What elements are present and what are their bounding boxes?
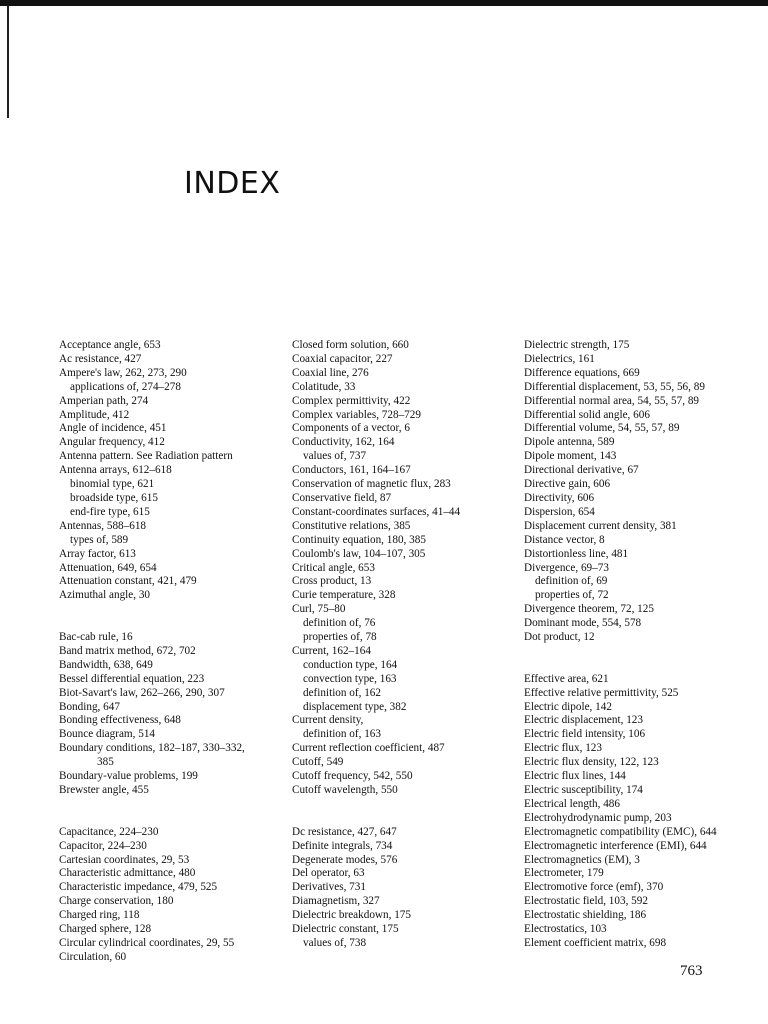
index-column-3 xyxy=(524,339,764,951)
index-entry: Complex permittivity, 422 xyxy=(292,394,411,407)
index-subentry: values of, 737 xyxy=(303,450,367,463)
index-entry: Cross product, 13 xyxy=(292,575,372,588)
index-entry: Electromagnetic interference (EMI), 644 xyxy=(524,839,707,852)
index-entry: Dispersion, 654 xyxy=(524,505,595,518)
index-entry: Angle of incidence, 451 xyxy=(59,422,167,435)
index-entry: Electromotive force (emf), 370 xyxy=(524,881,664,894)
index-entry: Current density, xyxy=(292,714,364,727)
index-entry: Dielectric constant, 175 xyxy=(292,923,399,936)
index-entry: Differential volume, 54, 55, 57, 89 xyxy=(524,422,680,435)
index-entry: Circular cylindrical coordinates, 29, 55 xyxy=(59,936,235,949)
index-entry: Dominant mode, 554, 578 xyxy=(524,617,642,630)
index-entry: Critical angle, 653 xyxy=(292,561,375,574)
index-entry: Boundary-value problems, 199 xyxy=(59,770,198,783)
index-entry: Capacitor, 224–230 xyxy=(59,839,147,852)
index-entry: Differential displacement, 53, 55, 56, 89 xyxy=(524,380,705,393)
index-entry: Bonding effectiveness, 648 xyxy=(59,714,181,727)
index-entry: Electric dipole, 142 xyxy=(524,700,612,713)
index-entry: Electrical length, 486 xyxy=(524,797,620,810)
page-number: 763 xyxy=(680,963,703,979)
index-entry: Displacement current density, 381 xyxy=(524,519,677,532)
index-entry: Electrohydrodynamic pump, 203 xyxy=(524,811,672,824)
index-entry: Ampere's law, 262, 273, 290 xyxy=(59,366,187,379)
index-entry: Directivity, 606 xyxy=(524,491,595,504)
index-entry: Antenna pattern. See Radiation pattern xyxy=(59,450,233,463)
index-entry: Divergence theorem, 72, 125 xyxy=(524,603,654,616)
index-column-1 xyxy=(59,339,284,965)
index-entry: Colatitude, 33 xyxy=(292,380,356,393)
index-entry: Electric flux lines, 144 xyxy=(524,770,626,783)
index-entry: Attenuation constant, 421, 479 xyxy=(59,575,197,588)
index-entry: Dielectric breakdown, 175 xyxy=(292,909,411,922)
index-entry: Electric susceptibility, 174 xyxy=(524,783,643,796)
index-subentry: 385 xyxy=(97,756,114,769)
index-entry: Charged sphere, 128 xyxy=(59,923,152,936)
index-entry: Dc resistance, 427, 647 xyxy=(292,825,397,838)
index-entry: Electric displacement, 123 xyxy=(524,714,643,727)
section-gap xyxy=(524,645,764,673)
index-entry: Angular frequency, 412 xyxy=(59,436,165,449)
index-entry: Electrostatic shielding, 186 xyxy=(524,909,647,922)
index-entry: Effective relative permittivity, 525 xyxy=(524,686,679,699)
section-gap xyxy=(292,798,517,826)
index-subentry: definition of, 76 xyxy=(303,617,376,630)
index-entry: Bounce diagram, 514 xyxy=(59,728,156,741)
index-entry: Brewster angle, 455 xyxy=(59,783,149,796)
top-rule xyxy=(0,0,768,6)
index-entry: Electric flux, 123 xyxy=(524,742,602,755)
index-entry: Closed form solution, 660 xyxy=(292,339,409,351)
index-entry: Continuity equation, 180, 385 xyxy=(292,533,426,546)
index-subentry: values of, 738 xyxy=(303,936,367,949)
index-entry: Bessel differential equation, 223 xyxy=(59,672,205,685)
index-entry: Current, 162–164 xyxy=(292,644,371,657)
index-subentry: definition of, 162 xyxy=(303,686,381,699)
index-entry: Capacitance, 224–230 xyxy=(59,825,159,838)
index-entry: Curie temperature, 328 xyxy=(292,589,396,602)
index-entry: Boundary conditions, 182–187, 330–332, xyxy=(59,742,245,755)
section-gap xyxy=(59,603,284,631)
index-subentry: definition of, 163 xyxy=(303,728,381,741)
index-entry: Diamagnetism, 327 xyxy=(292,895,380,908)
index-entry: Electric field intensity, 106 xyxy=(524,728,646,741)
index-subentry: end-fire type, 615 xyxy=(70,505,150,518)
index-entry: Degenerate modes, 576 xyxy=(292,853,398,866)
index-entry: Dielectric strength, 175 xyxy=(524,339,630,351)
index-entry: Difference equations, 669 xyxy=(524,366,640,379)
index-entry: Derivatives, 731 xyxy=(292,881,366,894)
index-entry: Constant-coordinates surfaces, 41–44 xyxy=(292,505,461,518)
index-entry: Electric flux density, 122, 123 xyxy=(524,756,659,769)
index-subentry: displacement type, 382 xyxy=(303,700,407,713)
index-entry: Electrostatics, 103 xyxy=(524,923,607,936)
index-entry: Distance vector, 8 xyxy=(524,533,605,546)
index-entry: Del operator, 63 xyxy=(292,867,365,880)
index-entry: Cutoff frequency, 542, 550 xyxy=(292,770,413,783)
index-entry: Cartesian coordinates, 29, 53 xyxy=(59,853,190,866)
index-column-2 xyxy=(292,339,517,951)
index-entry: Divergence, 69–73 xyxy=(524,561,609,574)
index-entry: Antenna arrays, 612–618 xyxy=(59,464,172,477)
index-entry: Bac-cab rule, 16 xyxy=(59,631,133,644)
index-entry: Complex variables, 728–729 xyxy=(292,408,421,421)
index-entry: Electrostatic field, 103, 592 xyxy=(524,895,648,908)
index-entry: Biot-Savart's law, 262–266, 290, 307 xyxy=(59,686,225,699)
index-entry: Definite integrals, 734 xyxy=(292,839,393,852)
index-entry: Dot product, 12 xyxy=(524,631,595,644)
index-entry: Differential solid angle, 606 xyxy=(524,408,650,421)
index-entry: Bonding, 647 xyxy=(59,700,120,713)
index-entry: Dipole antenna, 589 xyxy=(524,436,615,449)
index-entry: Charged ring, 118 xyxy=(59,909,140,922)
index-entry: Conservation of magnetic flux, 283 xyxy=(292,478,451,491)
index-subentry: conduction type, 164 xyxy=(303,658,398,671)
index-entry: Azimuthal angle, 30 xyxy=(59,589,151,602)
index-entry: Attenuation, 649, 654 xyxy=(59,561,157,574)
index-subentry: definition of, 69 xyxy=(535,575,608,588)
index-entry: Antennas, 588–618 xyxy=(59,519,147,532)
index-entry: Amperian path, 274 xyxy=(59,394,149,407)
index-entry: Constitutive relations, 385 xyxy=(292,519,411,532)
index-entry: Current reflection coefficient, 487 xyxy=(292,742,445,755)
index-entry: Directional derivative, 67 xyxy=(524,464,639,477)
index-entry: Coaxial line, 276 xyxy=(292,366,369,379)
index-subentry: applications of, 274–278 xyxy=(70,380,181,393)
index-subentry: types of, 589 xyxy=(70,533,129,546)
index-entry: Cutoff, 549 xyxy=(292,756,344,769)
section-gap xyxy=(59,798,284,826)
index-entry: Electromagnetic compatibility (EMC), 644 xyxy=(524,825,717,838)
index-subentry: properties of, 72 xyxy=(535,589,609,602)
index-entry: Charge conservation, 180 xyxy=(59,895,174,908)
index-entry: Conductors, 161, 164–167 xyxy=(292,464,411,477)
index-entry: Coulomb's law, 104–107, 305 xyxy=(292,547,426,560)
index-subentry: properties of, 78 xyxy=(303,631,377,644)
index-entry: Bandwidth, 638, 649 xyxy=(59,658,153,671)
index-entry: Characteristic admittance, 480 xyxy=(59,867,196,880)
index-entry: Cutoff wavelength, 550 xyxy=(292,784,398,796)
index-entry: Distortionless line, 481 xyxy=(524,547,629,560)
index-entry: Amplitude, 412 xyxy=(59,408,130,421)
index-entry: Electrometer, 179 xyxy=(524,867,604,880)
index-entry: Coaxial capacitor, 227 xyxy=(292,352,393,365)
index-entry: Characteristic impedance, 479, 525 xyxy=(59,881,218,894)
page-title: INDEX xyxy=(184,166,281,201)
index-entry: Band matrix method, 672, 702 xyxy=(59,644,196,657)
index-entry: Directive gain, 606 xyxy=(524,478,611,491)
index-entry: Element coefficient matrix, 698 xyxy=(524,936,667,949)
index-entry: Conservative field, 87 xyxy=(292,491,392,504)
index-entry: Circulation, 60 xyxy=(59,950,127,963)
index-entry: Array factor, 613 xyxy=(59,547,136,560)
index-entry: Ac resistance, 427 xyxy=(59,352,142,365)
index-subentry: convection type, 163 xyxy=(303,672,397,685)
index-entry: Conductivity, 162, 164 xyxy=(292,436,395,449)
index-entry: Electromagnetics (EM), 3 xyxy=(524,853,640,866)
index-entry: Dipole moment, 143 xyxy=(524,450,617,463)
side-rule xyxy=(7,6,9,118)
index-entry: Curl, 75–80 xyxy=(292,603,346,616)
index-entry: Dielectrics, 161 xyxy=(524,352,595,365)
index-subentry: broadside type, 615 xyxy=(70,491,158,504)
index-entry: Components of a vector, 6 xyxy=(292,422,410,435)
index-entry: Differential normal area, 54, 55, 57, 89 xyxy=(524,394,700,407)
index-entry: Acceptance angle, 653 xyxy=(59,339,161,351)
index-subentry: binomial type, 621 xyxy=(70,478,155,491)
index-entry: Effective area, 621 xyxy=(524,672,609,685)
